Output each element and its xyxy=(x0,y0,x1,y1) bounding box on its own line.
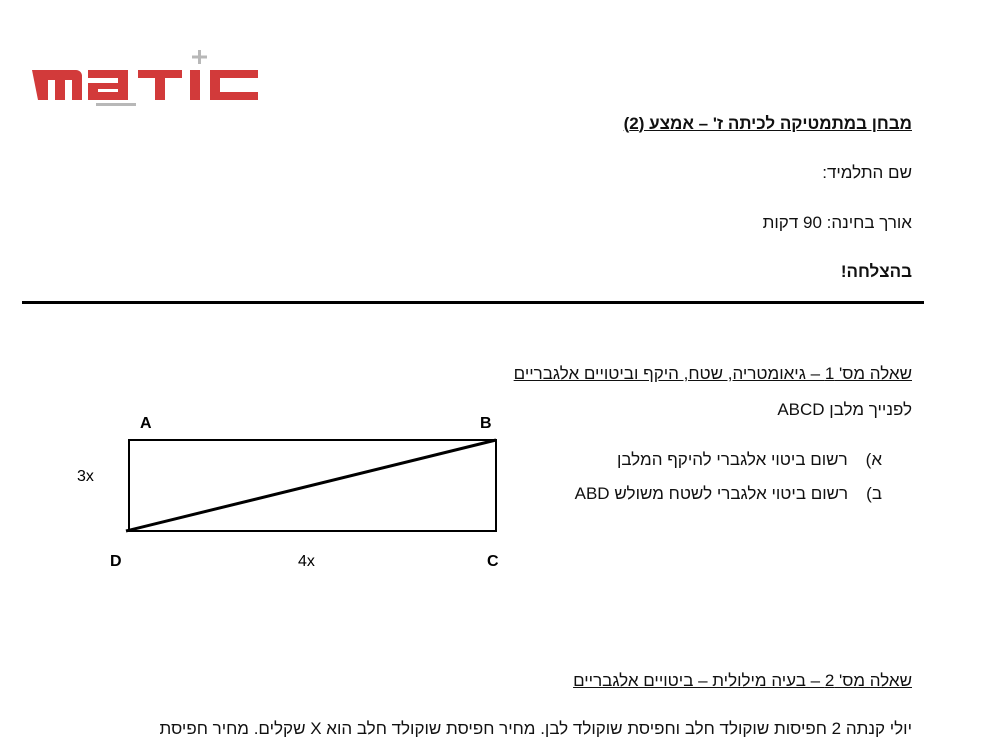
vertex-b-label: B xyxy=(480,415,492,432)
student-name-label: שם התלמיד: xyxy=(822,163,912,182)
question-1-item-a xyxy=(617,450,882,470)
height-label: 3x xyxy=(77,468,94,485)
question-1-intro: לפנייך מלבן ABCD xyxy=(777,400,912,419)
item-text: רשום ביטוי אלגברי לשטח משולש ABD xyxy=(574,484,849,503)
width-label: 4x xyxy=(298,553,315,570)
exam-duration: אורך בחינה: 90 דקות xyxy=(762,213,912,232)
item-marker: א) xyxy=(865,450,882,469)
rectangle-abcd-figure xyxy=(60,404,520,584)
question-2-text: יולי קנתה 2 חפיסות שוקולד חלב וחפיסת שוקולד לבן. מחיר חפיסת שוקולד חלב הוא X שקלים. מחיר חפיסת xyxy=(159,719,912,738)
question-1-item-b xyxy=(575,484,882,504)
question-1-heading: שאלה מס' 1 – גיאומטריה, שטח, היקף וביטויים אלגבריים xyxy=(513,364,912,383)
item-text: רשום ביטוי אלגברי להיקף המלבן xyxy=(616,450,848,469)
header-divider xyxy=(22,301,924,304)
vertex-d-label: D xyxy=(110,553,122,570)
vertex-c-label: C xyxy=(487,553,499,570)
item-marker: ב) xyxy=(866,484,882,503)
matic-logo xyxy=(30,46,262,110)
vertex-a-label: A xyxy=(140,415,152,432)
question-2-heading: שאלה מס' 2 – בעיה מילולית – ביטויים אלגבריים xyxy=(573,671,912,690)
diagonal-bd xyxy=(126,440,496,531)
exam-title: מבחן במתמטיקה לכיתה ז' – אמצע (2) xyxy=(623,114,912,133)
good-luck-text: בהצלחה! xyxy=(840,262,912,281)
